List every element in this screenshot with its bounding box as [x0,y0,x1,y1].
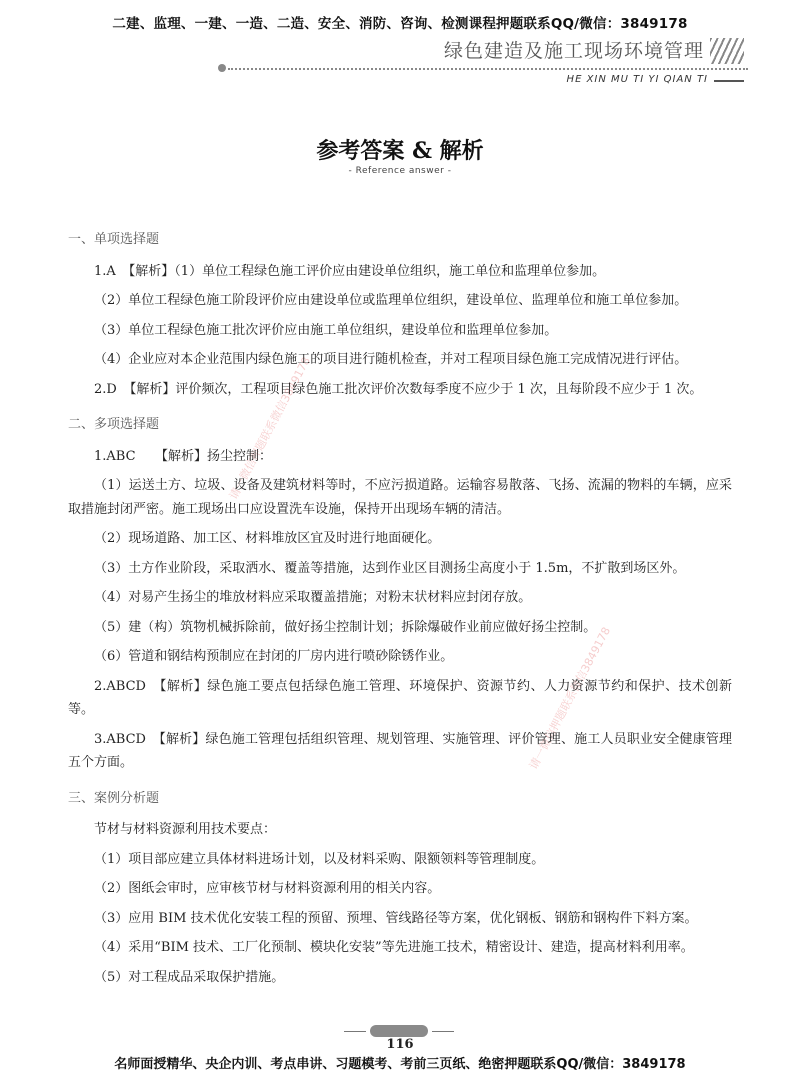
top-banner: 二建、监理、一建、一造、二造、安全、消防、咨询、检测课程押题联系QQ/微信：3849178 [112,16,688,32]
answer-paragraph: 节材与材料资源利用技术要点： [94,822,277,837]
header-dot-decoration [218,64,226,72]
watermark: 请一微信押题联系微信3849178 [226,354,314,502]
answer-content [68,226,732,995]
answer-paragraph: 3.ABCD 【解析】绿色施工管理包括组织管理、规划管理、实施管理、评价管理、施工人员职业安全健康管理五个方面。 [68,731,732,770]
header-dash-decoration [714,80,744,82]
answer-paragraph: （5）对工程成品采取保护措施。 [94,969,285,985]
answer-paragraph: （1）项目部应建立具体材料进场计划，以及材料采购、限额领料等管理制度。 [94,851,545,867]
answer-paragraph: 2.D 【解析】评价频次，工程项目绿色施工批次评价次数每季度不应少于 1 次，且每阶段不应少于 1 次。 [94,381,703,397]
answer-paragraph: （4）对易产生扬尘的堆放材料应采取覆盖措施；对粉末状材料应封闭存放。 [94,590,532,605]
answer-paragraph: （3）土方作业阶段，采取洒水、覆盖等措施，达到作业区目测扬尘高度小于 1.5m，不扩散到场区外。 [94,560,686,576]
answer-paragraph: 1.A 【解析】（1）单位工程绿色施工评价应由建设单位组织，施工单位和监理单位参加。 [94,263,606,279]
answer-paragraph: （3）单位工程绿色施工批次评价应由施工单位组织，建设单位和监理单位参加。 [94,322,558,338]
answer-paragraph: （3）应用 BIM 技术优化安装工程的预留、预埋、管线路径等方案，优化钢板、钢筋和钢构件下料方案。 [94,910,698,926]
answer-paragraph: （2）现场道路、加工区、材料堆放区宜及时进行地面硬化。 [94,531,441,546]
document-title: 参考答案 & 解析 [316,138,484,164]
answer-paragraph: （2）单位工程绿色施工阶段评价应由建设单位或监理单位组织，建设单位、监理单位和施工单位参加。 [94,293,688,308]
section-heading: 三、案例分析题 [68,790,160,806]
document-subtitle: - Reference answer - [348,166,452,176]
section-heading: 一、单项选择题 [68,232,160,247]
header-rule [228,68,748,70]
answer-paragraph: 2.ABCD 【解析】绿色施工要点包括绿色施工管理、环境保护、资源节约、人力资源节约和保护、技术创新等。 [68,678,732,717]
section-heading: 二、多项选择题 [68,417,160,432]
page-number: 116 [386,1037,414,1052]
answer-paragraph: （6）管道和钢结构预制应在封闭的厂房内进行喷砂除锈作业。 [94,649,454,664]
answer-paragraph: （2）图纸会审时，应审核节材与材料资源利用的相关内容。 [94,881,441,896]
header-subtitle: HE XIN MU TI YI QIAN TI [566,74,708,85]
answer-paragraph: （4）企业应对本企业范围内绿色施工的项目进行随机检查，并对工程项目绿色施工完成情况进行评估。 [94,352,688,367]
answer-paragraph: （1）运送土方、垃圾、设备及建筑材料等时，不应污损道路。运输容易散落、飞扬、流漏的物料的车辆，应采取措施封闭严密。施工现场出口应设置洗车设施，保持开出现场车辆的清洁。 [68,478,732,517]
watermark: 请一微信押题联系微信3849178 [526,624,614,772]
footer-ornament [344,1025,454,1037]
answer-paragraph: （4）采用“BIM 技术、工厂化预制、模块化安装”等先进施工技术，精密设计、建造，提高材料利用率。 [94,940,694,955]
answer-paragraph: （5）建（构）筑物机械拆除前，做好扬尘控制计划；拆除爆破作业前应做好扬尘控制。 [94,619,597,635]
header-hatch-decoration [710,38,744,64]
header-title: 绿色建造及施工现场环境管理 [443,40,704,62]
bottom-banner: 名师面授精华、央企内训、考点串讲、习题模考、考前三页纸、绝密押题联系QQ/微信：3849178 [114,1057,686,1072]
answer-paragraph: 1.ABC 【解析】扬尘控制： [94,448,273,464]
